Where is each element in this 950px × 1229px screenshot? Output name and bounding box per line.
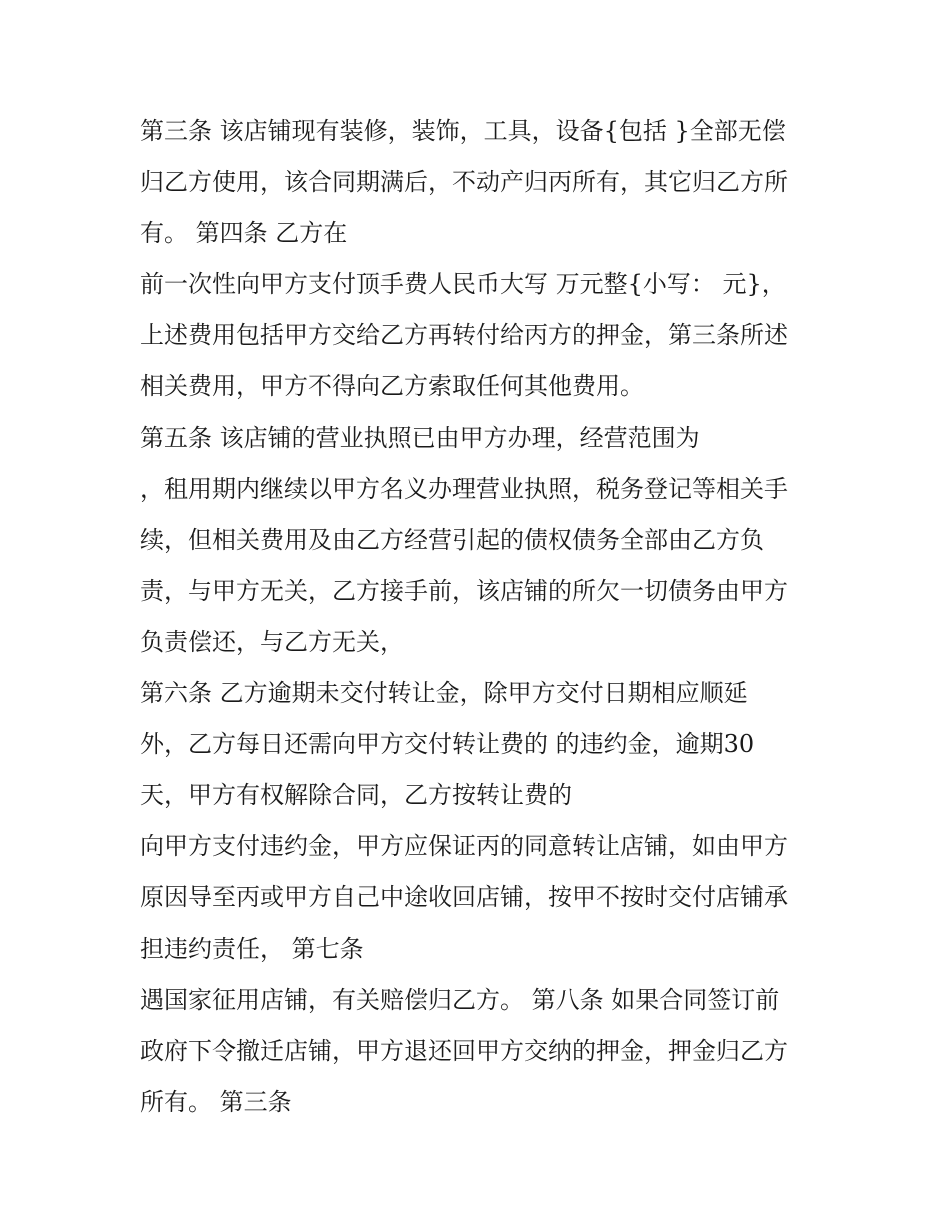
text-line: 上述费用包括甲方交给乙方再转付给丙方的押金，第三条所述 bbox=[140, 321, 788, 350]
text-line: 续，但相关费用及由乙方经营引起的债权债务全部由乙方负 bbox=[140, 525, 764, 554]
text-line: ，租用期内继续以甲方名义办理营业执照，税务登记等相关手 bbox=[140, 474, 788, 503]
text-line: 担违约责任， 第七条 bbox=[140, 934, 364, 963]
text-line: 外，乙方每日还需向甲方交付转让费的 的违约金，逾期30 bbox=[140, 730, 755, 759]
text-line: 政府下令撤迁店铺，甲方退还回甲方交纳的押金，押金归乙方 bbox=[140, 1036, 788, 1065]
text-line: 原因导至丙或甲方自己中途收回店铺，按甲不按时交付店铺承 bbox=[140, 883, 788, 912]
contract-text bbox=[140, 106, 820, 1128]
text-line: 第三条 该店铺现有装修，装饰，工具，设备{包括 }全部无偿 bbox=[140, 117, 786, 145]
text-line: 第六条 乙方逾期未交付转让金，除甲方交付日期相应顺延 bbox=[140, 679, 748, 708]
text-line: 第五条 该店铺的营业执照已由甲方办理，经营范围为 bbox=[140, 423, 700, 452]
text-line: 向甲方支付违约金，甲方应保证丙的同意转让店铺，如由甲方 bbox=[140, 832, 788, 861]
text-line: 天，甲方有权解除合同，乙方按转让费的 bbox=[140, 781, 572, 810]
text-line: 相关费用，甲方不得向乙方索取任何其他费用。 bbox=[140, 372, 644, 401]
text-line: 前一次性向甲方支付顶手费人民币大写 万元整{小写： 元}， bbox=[140, 270, 786, 299]
text-line: 遇国家征用店铺，有关赔偿归乙方。 第八条 如果合同签订前 bbox=[140, 985, 780, 1014]
text-line: 有。 第四条 乙方在 bbox=[140, 219, 348, 248]
text-line: 责，与甲方无关，乙方接手前，该店铺的所欠一切债务由甲方 bbox=[140, 576, 788, 605]
text-line: 归乙方使用，该合同期满后，不动产归丙所有，其它归乙方所 bbox=[140, 168, 788, 197]
text-line: 负责偿还，与乙方无关， bbox=[140, 627, 404, 656]
text-line: 所有。 第三条 bbox=[140, 1087, 292, 1116]
